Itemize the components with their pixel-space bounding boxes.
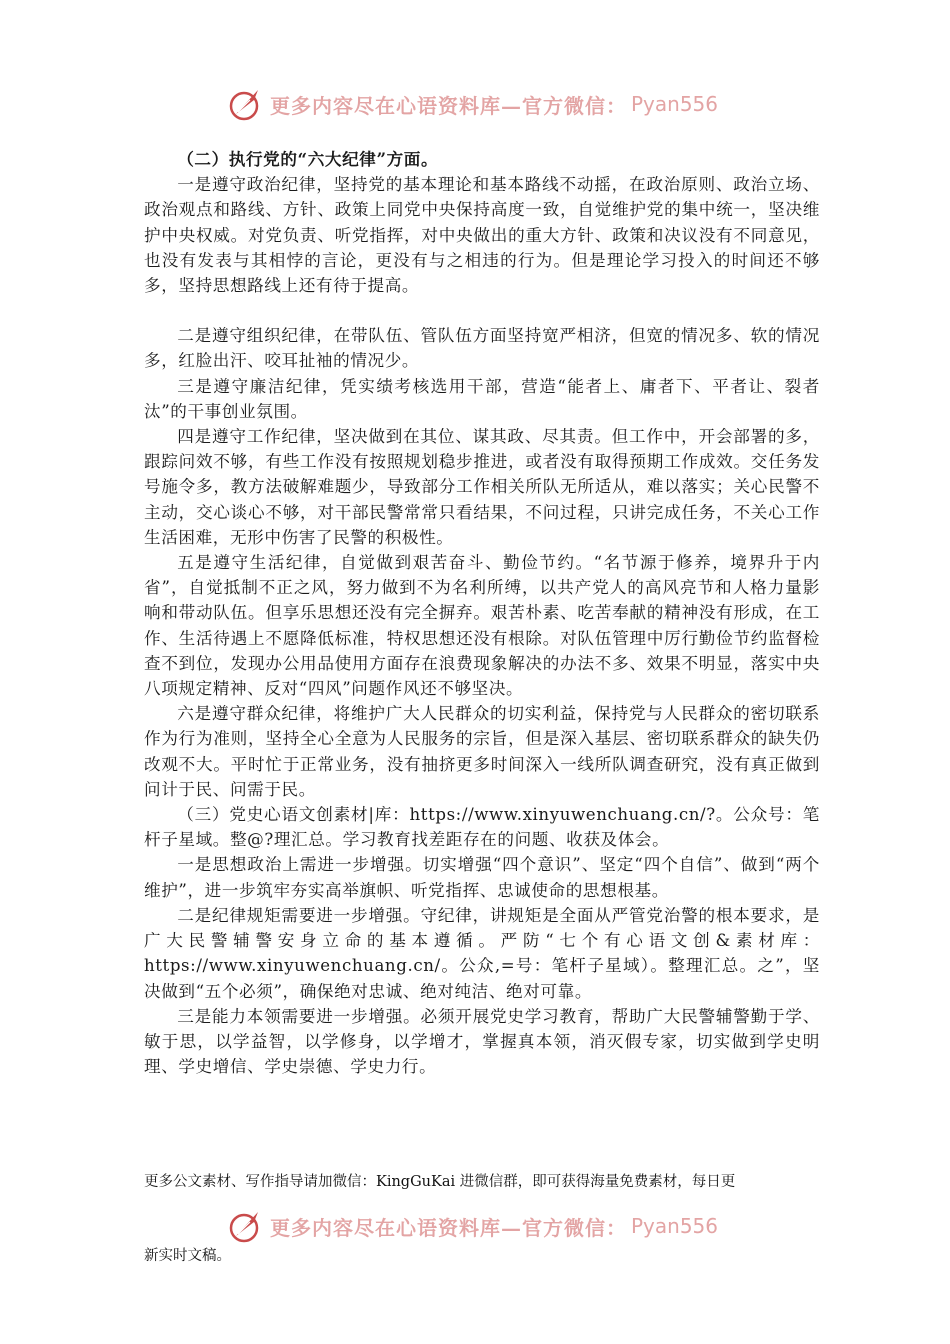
paragraph: 五是遵守生活纪律，自觉做到艰苦奋斗、勤俭节约。“名节源于修养，境界升于内省”，自觉抵制不正之风，努力做到不为名利所缚，以共产党人的高风亮节和人格力量影响和带动队伍。但享乐思想还没有完全摒弃。艰苦朴素、吃苦奉献的精神没有形成，在工作、生活待遇上不愿降低标准，特权思想还没有根除。对队伍管理中厉行勤俭节约监督检查不到位，发现办公用品使用方面存在浪费现象解决的办法不多、效果不明显，落实中央八项规定精神、反对“四风”问题作风还不够坚决。 bbox=[144, 553, 820, 699]
banner-text: 更多内容尽在心语资料库—官方微信： bbox=[270, 1215, 627, 1240]
footer-line-2: 新实时文稿。 bbox=[144, 1248, 231, 1264]
section-heading-2: （二）执行党的“六大纪律”方面。 bbox=[177, 149, 439, 169]
paragraph: 二是遵守组织纪律，在带队伍、管队伍方面坚持宽严相济，但宽的情况多、软的情况多，红脸出汗、咬耳扯袖的情况少。 bbox=[144, 326, 820, 371]
banner-wechat-id: Pyan556 bbox=[631, 1214, 719, 1238]
section-heading-3: （三）党史心语文创素材|库：https://www.xinyuwenchuang.cn/?。公众号：笔杆子星域。整@?理汇总。学习教育找差距存在的问题、收获及体会。 bbox=[144, 805, 820, 850]
quill-logo-icon bbox=[228, 1208, 264, 1244]
footer-banner bbox=[228, 1208, 728, 1244]
banner-text: 更多内容尽在心语资料库—官方微信： bbox=[270, 93, 627, 118]
banner-wechat-id: Pyan556 bbox=[631, 92, 719, 116]
document-body bbox=[144, 147, 820, 1079]
footer-line-1: 更多公文素材、写作指导请加微信：KingGuKai 进微信群，即可获得海量免费素材，每日更 bbox=[144, 1174, 736, 1190]
quill-logo-icon bbox=[228, 86, 264, 122]
paragraph: 三是遵守廉洁纪律，凭实绩考核选用干部，营造“能者上、庸者下、平者让、裂者汰”的干事创业氛围。 bbox=[144, 376, 820, 421]
paragraph: 二是纪律规矩需要进一步增强。守纪律，讲规矩是全面从严管党治警的根本要求，是广大民警辅警安身立命的基本遵循。严防“七个有心语文创&素材库：https://www.xinyuwenchuang.cn/。公众,=号：笔杆子星域）。整理汇总。之”，坚决做到“五个必须”，确保绝对忠诚、绝对纯洁、绝对可靠。 bbox=[144, 905, 820, 1001]
header-banner bbox=[228, 86, 728, 122]
paragraph: 六是遵守群众纪律，将维护广大人民群众的切实利益，保持党与人民群众的密切联系作为行为准则，坚持全心全意为人民服务的宗旨，但是深入基层、密切联系群众的缺失仍改观不大。平时忙于正常业务，没有抽挤更多时间深入一线所队调查研究，没有真正做到问计于民、问需于民。 bbox=[144, 704, 820, 799]
paragraph: 三是能力本领需要进一步增强。必须开展党史学习教育，帮助广大民警辅警勤于学、敏于思，以学益智，以学修身，以学增才，掌握真本领，消灭假专家，切实做到学史明理、学史增信、学史崇德、学史力行。 bbox=[144, 1006, 820, 1077]
paragraph: 一是遵守政治纪律，坚持党的基本理论和基本路线不动摇，在政治原则、政治立场、政治观点和路线、方针、政策上同党中央保持高度一致，自觉维护党的集中统一，坚决维护中央权威。对党负责、听党指挥，对中央做出的重大方针、政策和决议没有不同意见，也没有发表与其相悖的言论，更没有与之相违的行为。但是理论学习投入的时间还不够多，坚持思想路线上还有待于提高。 bbox=[144, 175, 820, 296]
paragraph: 四是遵守工作纪律，坚决做到在其位、谋其政、尽其责。但工作中，开会部署的多，跟踪问效不够，有些工作没有按照规划稳步推进，或者没有取得预期工作成效。交任务发号施令多，教方法破解难题少，导致部分工作相关所队无所适从，难以落实；关心民警不主动，交心谈心不够，对干部民警常常只看结果，不问过程，只讲完成任务，不关心工作生活困难，无形中伤害了民警的积极性。 bbox=[144, 427, 820, 547]
paragraph: 一是思想政治上需进一步增强。切实增强“四个意识”、坚定“四个自信”、做到“两个维护”，进一步筑牢夯实高举旗帜、听党指挥、忠诚使命的思想根基。 bbox=[144, 855, 820, 900]
